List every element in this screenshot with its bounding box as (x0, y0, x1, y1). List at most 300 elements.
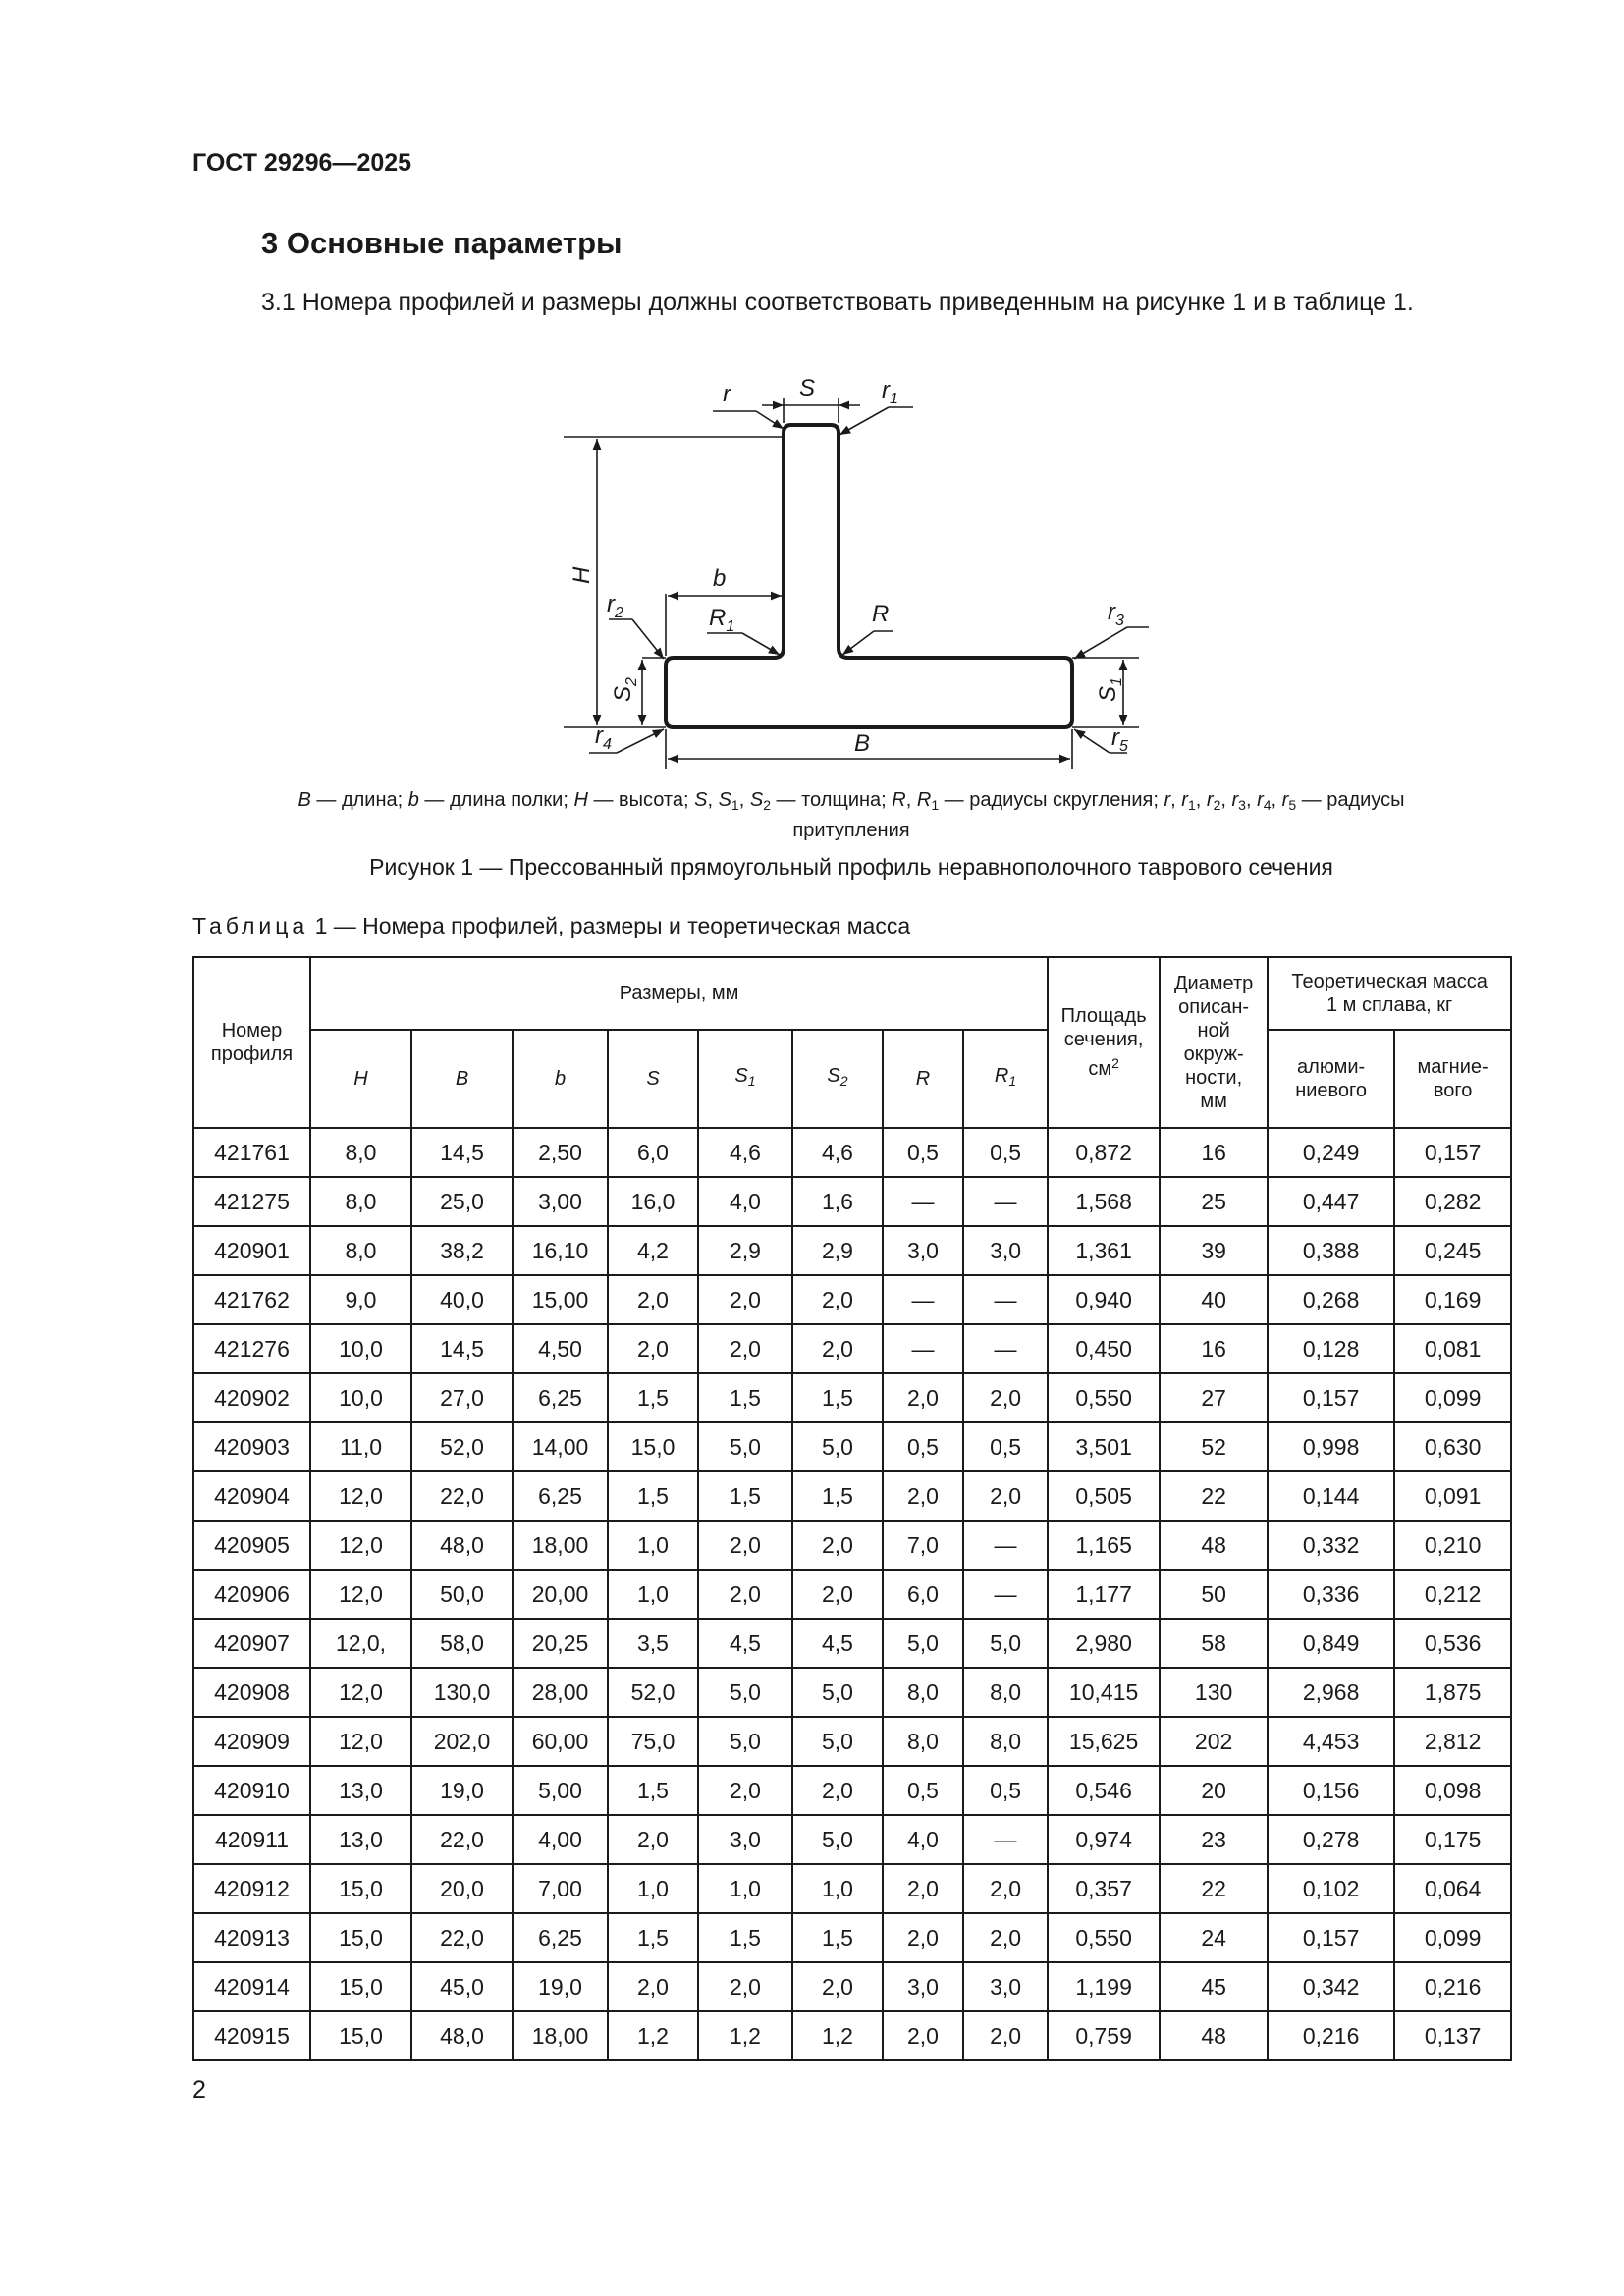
table-cell: 420910 (193, 1766, 310, 1815)
table-cell: 0,091 (1394, 1471, 1511, 1521)
table-cell: 13,0 (310, 1815, 411, 1864)
table-cell: 1,5 (608, 1373, 698, 1422)
header-b-shelf: b (513, 1030, 608, 1128)
tee-profile-drawing (550, 368, 1149, 780)
table-cell: 14,5 (411, 1128, 513, 1177)
table-cell: 130,0 (411, 1668, 513, 1717)
table-cell: 4,453 (1268, 1717, 1394, 1766)
table-row (193, 1521, 1511, 1570)
table-cell: 38,2 (411, 1226, 513, 1275)
table-cell: 0,144 (1268, 1471, 1394, 1521)
table-cell: 48,0 (411, 1521, 513, 1570)
table-cell: 14,00 (513, 1422, 608, 1471)
table-cell: 15,625 (1048, 1717, 1160, 1766)
table-cell: 22,0 (411, 1913, 513, 1962)
table-cell: 0,536 (1394, 1619, 1511, 1668)
table-cell: 25 (1160, 1177, 1268, 1226)
label-r1: $r_1$ (882, 377, 898, 407)
table-cell: 1,0 (608, 1521, 698, 1570)
table-cell: 4,5 (792, 1619, 883, 1668)
table-cell: 20,00 (513, 1570, 608, 1619)
table-cell: 4,50 (513, 1324, 608, 1373)
table-cell: 12,0 (310, 1717, 411, 1766)
table-cell: 0,099 (1394, 1913, 1511, 1962)
table-cell: — (883, 1324, 963, 1373)
label-b: b (713, 565, 727, 592)
table-cell: 0,064 (1394, 1864, 1511, 1913)
table-cell: 0,940 (1048, 1275, 1160, 1324)
table-cell: 2,0 (963, 1864, 1048, 1913)
table-cell: 8,0 (963, 1717, 1048, 1766)
table-cell: 8,0 (963, 1668, 1048, 1717)
table-cell: 2,9 (698, 1226, 792, 1275)
table-cell: 4,6 (792, 1128, 883, 1177)
table-cell: 15,0 (310, 1913, 411, 1962)
table-row (193, 1177, 1511, 1226)
table-cell: 2,0 (792, 1962, 883, 2011)
table-cell: 15,0 (310, 1962, 411, 2011)
table-cell: 20,25 (513, 1619, 608, 1668)
table-cell: 45 (1160, 1962, 1268, 2011)
table-cell: 18,00 (513, 1521, 608, 1570)
table-cell: 420911 (193, 1815, 310, 1864)
table-cell: 22,0 (411, 1471, 513, 1521)
table-cell: 13,0 (310, 1766, 411, 1815)
figure-caption: Рисунок 1 — Прессованный прямоугольный профиль неравнополочного таврового сечения (369, 854, 1333, 880)
table-cell: 4,6 (698, 1128, 792, 1177)
header-s1: $S_1$ (698, 1030, 792, 1128)
table-cell: 0,447 (1268, 1177, 1394, 1226)
table-cell: 6,0 (883, 1570, 963, 1619)
table-cell: 2,0 (883, 1864, 963, 1913)
table-cell: 0,156 (1268, 1766, 1394, 1815)
table-cell: 0,974 (1048, 1815, 1160, 1864)
table-cell: 19,0 (513, 1962, 608, 2011)
table-cell: 0,5 (883, 1766, 963, 1815)
table-cell: 0,505 (1048, 1471, 1160, 1521)
table-cell: 2,50 (513, 1128, 608, 1177)
table-cell: 75,0 (608, 1717, 698, 1766)
header-b-length: B (411, 1030, 513, 1128)
table-cell: 0,102 (1268, 1864, 1394, 1913)
table-cell: 4,2 (608, 1226, 698, 1275)
table-row (193, 1766, 1511, 1815)
table-cell: 2,0 (698, 1766, 792, 1815)
table-cell: 0,759 (1048, 2011, 1160, 2060)
table-cell: 3,5 (608, 1619, 698, 1668)
table-cell: 3,0 (883, 1226, 963, 1275)
table-cell: 0,169 (1394, 1275, 1511, 1324)
table-cell: 52,0 (608, 1668, 698, 1717)
table-cell: 4,0 (698, 1177, 792, 1226)
table-cell: 12,0 (310, 1668, 411, 1717)
table-cell: 1,177 (1048, 1570, 1160, 1619)
table-cell: 3,0 (963, 1226, 1048, 1275)
header-mass: Теоретическая масса 1 м сплава, кг (1268, 957, 1511, 1030)
table-cell: 5,0 (792, 1422, 883, 1471)
table-cell: 16,10 (513, 1226, 608, 1275)
table-cell: 420914 (193, 1962, 310, 2011)
table-row (193, 1422, 1511, 1471)
figure-legend-line1: B — длина; b — длина полки; H — высота; S, $S_1$, $S_2$ — толщина; R, $R_1$ — радиусы скругления; r, $r_1$, $r_2$, $r_3$, $r_4$, $r_5$ — радиусы (298, 789, 1405, 814)
table-cell: 3,00 (513, 1177, 608, 1226)
table-cell: 0,5 (883, 1422, 963, 1471)
paragraph-3-1: 3.1 Номера профилей и размеры должны соответствовать приведенным на рисунке 1 и в таблице 1. (261, 289, 1414, 316)
table-cell: 15,0 (608, 1422, 698, 1471)
table-cell: 420904 (193, 1471, 310, 1521)
table-cell: 20,0 (411, 1864, 513, 1913)
table-title-text: 1 — Номера профилей, размеры и теоретическая масса (314, 913, 911, 938)
label-big-r: R (872, 601, 890, 627)
table-cell: 1,5 (792, 1913, 883, 1962)
table-row (193, 2011, 1511, 2060)
table-cell: 0,212 (1394, 1570, 1511, 1619)
table-cell: 1,875 (1394, 1668, 1511, 1717)
table-cell: 2,0 (608, 1324, 698, 1373)
table-cell: 202,0 (411, 1717, 513, 1766)
page-number: 2 (192, 2076, 206, 2104)
table-cell: 2,0 (963, 1373, 1048, 1422)
table-cell: 6,0 (608, 1128, 698, 1177)
table-cell: 2,0 (792, 1324, 883, 1373)
table-cell: 1,0 (698, 1864, 792, 1913)
table-cell: 1,5 (698, 1913, 792, 1962)
table-cell: 0,137 (1394, 2011, 1511, 2060)
table-cell: 420909 (193, 1717, 310, 1766)
table-row (193, 1275, 1511, 1324)
table-cell: 0,550 (1048, 1913, 1160, 1962)
header-r: R (883, 1030, 963, 1128)
table-cell: 2,0 (883, 1471, 963, 1521)
table-cell: 2,0 (698, 1324, 792, 1373)
table-cell: 0,336 (1268, 1570, 1394, 1619)
profiles-table (192, 956, 1512, 2061)
table-cell: 2,0 (963, 1471, 1048, 1521)
table-cell: — (963, 1570, 1048, 1619)
table-cell: 2,0 (608, 1815, 698, 1864)
table-cell: 5,0 (963, 1619, 1048, 1668)
table-cell: 1,2 (792, 2011, 883, 2060)
table-cell: 5,0 (698, 1717, 792, 1766)
table-cell: 8,0 (310, 1128, 411, 1177)
header-diameter: Диаметр описан- ной окруж- ности, мм (1160, 957, 1268, 1128)
table-cell: 0,5 (963, 1422, 1048, 1471)
table-row (193, 1128, 1511, 1177)
table-cell: 421275 (193, 1177, 310, 1226)
table-cell: 0,450 (1048, 1324, 1160, 1373)
table-cell: 1,2 (698, 2011, 792, 2060)
table-title-label: Таблица (192, 913, 309, 938)
table-cell: 1,0 (608, 1570, 698, 1619)
table-cell: — (963, 1521, 1048, 1570)
table-cell: 2,0 (883, 1373, 963, 1422)
label-h: H (568, 566, 595, 584)
table-cell: 48 (1160, 2011, 1268, 2060)
table-cell: 3,0 (963, 1962, 1048, 2011)
table-cell: — (963, 1275, 1048, 1324)
table-cell: 0,357 (1048, 1864, 1160, 1913)
document-code: ГОСТ 29296—2025 (192, 149, 412, 177)
label-r: r (723, 381, 731, 407)
table-cell: 1,5 (608, 1766, 698, 1815)
table-cell: 0,630 (1394, 1422, 1511, 1471)
table-cell: 12,0 (310, 1521, 411, 1570)
table-cell: 2,0 (698, 1570, 792, 1619)
table-cell: 0,099 (1394, 1373, 1511, 1422)
table-cell: 1,5 (608, 1913, 698, 1962)
table-cell: 6,25 (513, 1471, 608, 1521)
table-cell: 16 (1160, 1128, 1268, 1177)
table-cell: 3,0 (698, 1815, 792, 1864)
table-cell: 0,157 (1268, 1913, 1394, 1962)
table-cell: 0,128 (1268, 1324, 1394, 1373)
table-row (193, 1324, 1511, 1373)
label-s: S (799, 375, 816, 401)
table-cell: 1,6 (792, 1177, 883, 1226)
table-cell: 421276 (193, 1324, 310, 1373)
table-cell: 2,0 (792, 1275, 883, 1324)
table-cell: 58,0 (411, 1619, 513, 1668)
table-cell: 1,5 (608, 1471, 698, 1521)
table-cell: 1,0 (792, 1864, 883, 1913)
table-cell: 0,282 (1394, 1177, 1511, 1226)
table-cell: 12,0 (310, 1471, 411, 1521)
table-cell: 4,00 (513, 1815, 608, 1864)
table-cell: 5,0 (698, 1422, 792, 1471)
header-magnesium: магние- вого (1394, 1030, 1511, 1128)
table-cell: 420908 (193, 1668, 310, 1717)
table-cell: 130 (1160, 1668, 1268, 1717)
table-row (193, 1668, 1511, 1717)
table-cell: — (883, 1177, 963, 1226)
section-title: 3 Основные параметры (261, 226, 623, 260)
table-cell: 3,501 (1048, 1422, 1160, 1471)
table-cell: 23 (1160, 1815, 1268, 1864)
table-cell: 15,00 (513, 1275, 608, 1324)
table-cell: 25,0 (411, 1177, 513, 1226)
table-cell: 420906 (193, 1570, 310, 1619)
table-cell: 2,0 (698, 1521, 792, 1570)
table-cell: 11,0 (310, 1422, 411, 1471)
table-cell: 0,332 (1268, 1521, 1394, 1570)
figure-legend (192, 787, 1510, 843)
table-cell: 5,0 (792, 1815, 883, 1864)
table-cell: 8,0 (883, 1717, 963, 1766)
table-cell: 2,0 (963, 1913, 1048, 1962)
table-cell: 2,0 (792, 1570, 883, 1619)
table-cell: 52,0 (411, 1422, 513, 1471)
table-row (193, 1471, 1511, 1521)
table-cell: 5,0 (883, 1619, 963, 1668)
table-cell: 2,0 (792, 1521, 883, 1570)
label-r5: $r_5$ (1111, 724, 1128, 755)
table-cell: 420907 (193, 1619, 310, 1668)
table-row (193, 1570, 1511, 1619)
table-cell: 0,5 (963, 1128, 1048, 1177)
table-cell: 0,5 (963, 1766, 1048, 1815)
table-cell: 1,5 (698, 1373, 792, 1422)
table-cell: 2,812 (1394, 1717, 1511, 1766)
table-cell: 12,0, (310, 1619, 411, 1668)
table-cell: 8,0 (310, 1226, 411, 1275)
table-row (193, 1815, 1511, 1864)
table-row (193, 1226, 1511, 1275)
table-cell: 2,0 (698, 1962, 792, 2011)
table-cell: — (963, 1177, 1048, 1226)
table-cell: 6,25 (513, 1913, 608, 1962)
table-cell: 40 (1160, 1275, 1268, 1324)
table-cell: 2,0 (608, 1962, 698, 2011)
table-cell: 2,0 (883, 2011, 963, 2060)
table-cell: 16,0 (608, 1177, 698, 1226)
table-cell: 2,0 (792, 1766, 883, 1815)
label-big-r1: $R_1$ (709, 605, 735, 635)
table-cell: 0,098 (1394, 1766, 1511, 1815)
header-dimensions: Размеры, мм (310, 957, 1048, 1030)
table-cell: 22,0 (411, 1815, 513, 1864)
table-cell: 15,0 (310, 1864, 411, 1913)
label-r4: $r_4$ (595, 722, 612, 753)
table-cell: 0,342 (1268, 1962, 1394, 2011)
table-cell: 8,0 (310, 1177, 411, 1226)
table-cell: 0,216 (1268, 2011, 1394, 2060)
table-cell: 1,5 (792, 1471, 883, 1521)
table-cell: 5,0 (792, 1668, 883, 1717)
header-area: Площадь сечения, $см^2$ (1048, 957, 1160, 1128)
label-r3: $r_3$ (1108, 599, 1124, 629)
table-cell: 2,9 (792, 1226, 883, 1275)
table-cell: 0,268 (1268, 1275, 1394, 1324)
table-cell: 0,249 (1268, 1128, 1394, 1177)
table-cell: 202 (1160, 1717, 1268, 1766)
table-cell: 7,00 (513, 1864, 608, 1913)
header-number: Номер профиля (193, 957, 310, 1128)
table-cell: 40,0 (411, 1275, 513, 1324)
table-cell: 1,2 (608, 2011, 698, 2060)
table-cell: 0,849 (1268, 1619, 1394, 1668)
table-cell: 0,872 (1048, 1128, 1160, 1177)
table-cell: 0,998 (1268, 1422, 1394, 1471)
table-cell: 48 (1160, 1521, 1268, 1570)
table-cell: 9,0 (310, 1275, 411, 1324)
table-cell: 0,550 (1048, 1373, 1160, 1422)
header-h: H (310, 1030, 411, 1128)
table-row (193, 1619, 1511, 1668)
table-cell: 60,00 (513, 1717, 608, 1766)
profile-outline (666, 425, 1072, 727)
table-title (192, 913, 910, 939)
table-cell: 420901 (193, 1226, 310, 1275)
table-cell: 0,210 (1394, 1521, 1511, 1570)
table-cell: 3,0 (883, 1962, 963, 2011)
table-cell: 8,0 (883, 1668, 963, 1717)
table-cell: 39 (1160, 1226, 1268, 1275)
table-cell: 1,361 (1048, 1226, 1160, 1275)
table-cell: 4,5 (698, 1619, 792, 1668)
table-cell: 10,415 (1048, 1668, 1160, 1717)
table-cell: 1,165 (1048, 1521, 1160, 1570)
table-cell: 0,245 (1394, 1226, 1511, 1275)
table-cell: 22 (1160, 1471, 1268, 1521)
table-cell: 2,0 (698, 1275, 792, 1324)
label-s2: $S_2$ (610, 677, 640, 702)
table-cell: 420905 (193, 1521, 310, 1570)
table-cell: 0,081 (1394, 1324, 1511, 1373)
table-cell: 5,0 (698, 1668, 792, 1717)
table-cell: 2,0 (963, 2011, 1048, 2060)
table-cell: 2,968 (1268, 1668, 1394, 1717)
table-row (193, 1717, 1511, 1766)
table-cell: 1,568 (1048, 1177, 1160, 1226)
table-cell: 420902 (193, 1373, 310, 1422)
table-cell: 2,0 (883, 1913, 963, 1962)
table-cell: 7,0 (883, 1521, 963, 1570)
table-cell: 6,25 (513, 1373, 608, 1422)
table-cell: 18,00 (513, 2011, 608, 2060)
table-row (193, 1373, 1511, 1422)
table-cell: 19,0 (411, 1766, 513, 1815)
figure-legend-line2: притупления (792, 820, 910, 842)
table-cell: 0,216 (1394, 1962, 1511, 2011)
label-s1: $S_1$ (1095, 677, 1125, 702)
table-cell: 27 (1160, 1373, 1268, 1422)
table-cell: 10,0 (310, 1324, 411, 1373)
table-cell: 48,0 (411, 2011, 513, 2060)
header-r1: $R_1$ (963, 1030, 1048, 1128)
table-row (193, 1962, 1511, 2011)
table-cell: 4,0 (883, 1815, 963, 1864)
table-cell: 0,157 (1394, 1128, 1511, 1177)
table-cell: 1,0 (608, 1864, 698, 1913)
table-cell: 1,5 (698, 1471, 792, 1521)
table-cell: 420903 (193, 1422, 310, 1471)
table-cell: 2,0 (608, 1275, 698, 1324)
table-cell: 52 (1160, 1422, 1268, 1471)
table-cell: 5,0 (792, 1717, 883, 1766)
table-cell: 421761 (193, 1128, 310, 1177)
table-row (193, 1913, 1511, 1962)
table-cell: 20 (1160, 1766, 1268, 1815)
table-cell: 24 (1160, 1913, 1268, 1962)
table-cell: 12,0 (310, 1570, 411, 1619)
table-cell: 1,199 (1048, 1962, 1160, 2011)
table-cell: 1,5 (792, 1373, 883, 1422)
table-cell: 0,278 (1268, 1815, 1394, 1864)
table-row (193, 1864, 1511, 1913)
table-cell: — (963, 1815, 1048, 1864)
table-cell: 0,157 (1268, 1373, 1394, 1422)
label-r2: $r_2$ (607, 591, 623, 621)
table-cell: 58 (1160, 1619, 1268, 1668)
table-cell: 50,0 (411, 1570, 513, 1619)
label-b-length: B (854, 730, 871, 757)
table-cell: 0,175 (1394, 1815, 1511, 1864)
table-cell: 22 (1160, 1864, 1268, 1913)
header-aluminum: алюми- ниевого (1268, 1030, 1394, 1128)
table-cell: 5,00 (513, 1766, 608, 1815)
table-cell: 420915 (193, 2011, 310, 2060)
table-cell: 14,5 (411, 1324, 513, 1373)
table-cell: — (883, 1275, 963, 1324)
table-cell: 15,0 (310, 2011, 411, 2060)
table-cell: 420912 (193, 1864, 310, 1913)
table-cell: 27,0 (411, 1373, 513, 1422)
table-cell: 421762 (193, 1275, 310, 1324)
table-cell: 0,5 (883, 1128, 963, 1177)
table-cell: 10,0 (310, 1373, 411, 1422)
table-cell: — (963, 1324, 1048, 1373)
table-cell: 420913 (193, 1913, 310, 1962)
